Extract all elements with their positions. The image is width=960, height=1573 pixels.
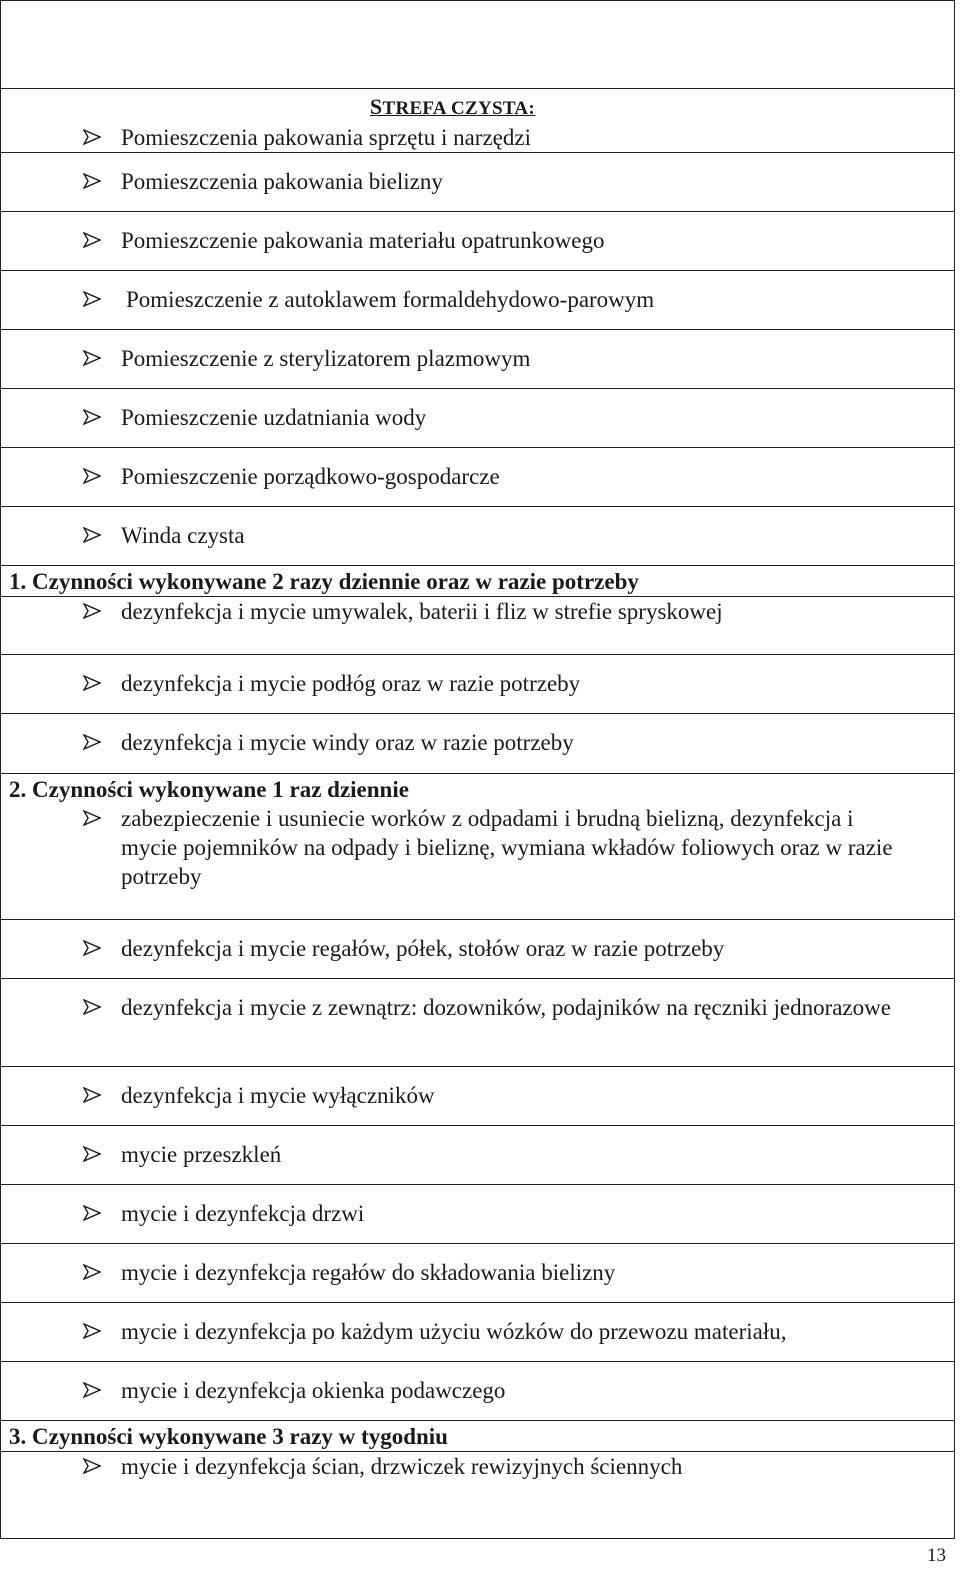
arrowhead-bullet-icon: [83, 527, 101, 543]
arrowhead-bullet-icon: [83, 350, 101, 366]
list-item-text: dezynfekcja i mycie z zewnątrz: dozowników, podajników na ręczniki jednorazowe: [121, 995, 891, 1020]
list-item: [1, 226, 954, 255]
table-cell: [1, 1126, 955, 1185]
list-item-text: Pomieszczenie pakowania materiału opatrunkowego: [121, 228, 605, 253]
table-cell: [1, 89, 955, 153]
table-row: [1, 714, 955, 774]
table-cell: [1, 714, 955, 774]
list-item: [1, 669, 954, 698]
table-row: [1, 507, 955, 566]
table-cell: [1, 1303, 955, 1362]
table-cell: [1, 655, 955, 714]
list-item-text: Pomieszczenie porządkowo-gospodarcze: [121, 464, 500, 489]
list-item: [1, 934, 954, 963]
table-cell: [1, 1452, 955, 1539]
table-row: [1, 920, 955, 979]
list-item-text: dezynfekcja i mycie podłóg oraz w razie potrzeby: [121, 671, 581, 696]
table-cell: [1, 920, 955, 979]
table-row: [1, 1362, 955, 1421]
list-item-text: mycie i dezynfekcja drzwi: [121, 1201, 365, 1226]
table-cell: [1, 212, 955, 271]
table-row: [1, 1452, 955, 1539]
section-title-row: [1, 566, 955, 597]
table-row: [1, 1185, 955, 1244]
section-title-row: [1, 1421, 955, 1452]
table-cell: [1, 1, 955, 89]
list-item-text: mycie przeszkleń: [121, 1142, 282, 1167]
table-row: [1, 597, 955, 655]
list-item: [1, 1452, 954, 1481]
table-cell: [1, 1185, 955, 1244]
table-cell: [1, 507, 955, 566]
list-item: [1, 1258, 954, 1287]
zone-heading-row: [1, 89, 955, 153]
list-item: [1, 1376, 954, 1405]
table-row: [1, 212, 955, 271]
table-cell: [1, 448, 955, 507]
list-item: [1, 1317, 954, 1346]
arrowhead-bullet-icon: [83, 603, 101, 619]
arrowhead-bullet-icon: [83, 291, 101, 307]
table-cell: [1, 1362, 955, 1421]
arrowhead-bullet-icon: [83, 468, 101, 484]
list-item: [1, 403, 954, 432]
table-row: [1, 389, 955, 448]
table-row: [1, 330, 955, 389]
zone-heading: [0, 92, 954, 123]
arrowhead-bullet-icon: [83, 734, 101, 750]
list-item-text: mycie i dezynfekcja regałów do składowania bielizny: [121, 1260, 616, 1285]
arrowhead-bullet-icon: [83, 999, 101, 1015]
table-row: [1, 1126, 955, 1185]
list-item: [1, 285, 954, 314]
list-item-text: mycie i dezynfekcja okienka podawczego: [121, 1378, 506, 1403]
list-item-text: zabezpieczenie i usuniecie worków z odpadami i brudną bielizną, dezynfekcja i mycie pojemników na odpady i bieliznę, wymiana wkładów foliowych oraz w razie potrzeby: [121, 806, 893, 889]
list-item-text: dezynfekcja i mycie windy oraz w razie potrzeby: [121, 730, 574, 755]
table-cell: [1, 1067, 955, 1126]
table-cell: [1, 271, 955, 330]
zone-heading-initial: S: [369, 94, 383, 119]
arrowhead-bullet-icon: [83, 1087, 101, 1103]
arrowhead-bullet-icon: [83, 1205, 101, 1221]
table-cell: [1, 597, 955, 655]
list-item-text: Pomieszczenie z autoklawem formaldehydowo-parowym: [126, 287, 655, 312]
list-item: [1, 344, 954, 373]
table-cell: [1, 389, 955, 448]
arrowhead-bullet-icon: [83, 1323, 101, 1339]
arrowhead-bullet-icon: [83, 810, 101, 826]
arrowhead-bullet-icon: [83, 232, 101, 248]
page-number: 13: [927, 1545, 946, 1566]
empty-header-row: [1, 1, 955, 89]
section-title: 3. Czynności wykonywane 3 razy w tygodniu: [9, 1424, 448, 1449]
list-item-text: dezynfekcja i mycie umywalek, baterii i fliz w strefie spryskowej: [121, 599, 723, 624]
section-title: 2. Czynności wykonywane 1 raz dziennie: [9, 777, 409, 802]
list-item: [1, 1081, 954, 1110]
arrowhead-bullet-icon: [83, 1264, 101, 1280]
list-item-text: Winda czysta: [121, 523, 245, 548]
list-item: [1, 728, 954, 757]
list-item-text: Pomieszczenie uzdatniania wody: [121, 405, 427, 430]
arrowhead-bullet-icon: [83, 1458, 101, 1474]
list-item: [1, 521, 954, 550]
table-cell: [1, 330, 955, 389]
arrowhead-bullet-icon: [83, 675, 101, 691]
table-cell: [1, 1421, 955, 1452]
list-item-text: Pomieszczenia pakowania bielizny: [121, 169, 443, 194]
list-item: [1, 804, 954, 891]
section-title-row: [1, 774, 955, 920]
list-item: [1, 167, 954, 196]
arrowhead-bullet-icon: [83, 940, 101, 956]
table-row: [1, 1303, 955, 1362]
arrowhead-bullet-icon: [83, 409, 101, 425]
list-item: [1, 993, 954, 1022]
list-item-text: mycie i dezynfekcja ścian, drzwiczek rewizyjnych ściennych: [121, 1454, 683, 1479]
table-cell: [1, 153, 955, 212]
table-row: [1, 655, 955, 714]
list-item: [1, 597, 954, 626]
list-item-text: dezynfekcja i mycie regałów, półek, stołów oraz w razie potrzeby: [121, 936, 725, 961]
list-item-text: Pomieszczenie z sterylizatorem plazmowym: [121, 346, 531, 371]
zone-heading-rest: TREFA CZYSTA:: [382, 98, 536, 119]
section-title: 1. Czynności wykonywane 2 razy dziennie oraz w razie potrzeby: [9, 569, 639, 594]
table-cell: [1, 979, 955, 1067]
list-item: [1, 1199, 954, 1228]
table-row: [1, 153, 955, 212]
list-item-text: Pomieszczenia pakowania sprzętu i narzędzi: [121, 125, 531, 150]
arrowhead-bullet-icon: [83, 1146, 101, 1162]
list-item: [1, 462, 954, 491]
table-cell: [1, 1244, 955, 1303]
table-row: [1, 448, 955, 507]
list-item: [1, 1140, 954, 1169]
list-item-text: mycie i dezynfekcja po każdym użyciu wózków do przewozu materiału,: [121, 1319, 787, 1344]
list-item-text: dezynfekcja i mycie wyłączników: [121, 1083, 435, 1108]
table-row: [1, 271, 955, 330]
table-cell: [1, 566, 955, 597]
table-row: [1, 979, 955, 1067]
table-row: [1, 1067, 955, 1126]
arrowhead-bullet-icon: [83, 129, 101, 145]
table-row: [1, 1244, 955, 1303]
list-item: [1, 123, 954, 152]
arrowhead-bullet-icon: [83, 1382, 101, 1398]
table-cell: [1, 774, 955, 920]
arrowhead-bullet-icon: [83, 173, 101, 189]
